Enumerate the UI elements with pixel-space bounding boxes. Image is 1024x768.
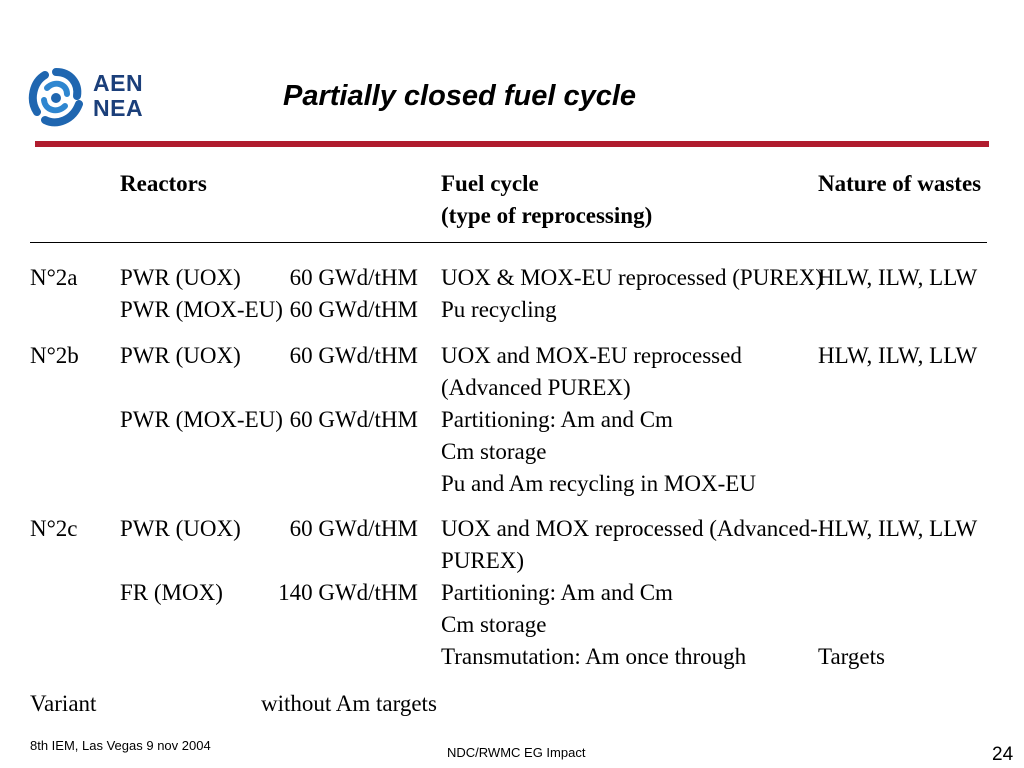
wastes-cell: HLW, ILW, LLW	[818, 343, 978, 368]
fuel-cycle-cell: UOX and MOX-EU reprocessed	[441, 343, 742, 368]
fuel-cycle-cell: Transmutation: Am once through	[441, 644, 747, 669]
fuel-cycle-cell: PUREX)	[441, 548, 525, 573]
wastes-cell: HLW, ILW, LLW	[818, 516, 978, 541]
reactor-cell: PWR (MOX-EU)	[120, 407, 283, 432]
wastes-cell: Targets	[818, 644, 885, 669]
reactor-cell: PWR (UOX)	[120, 265, 241, 290]
page-number: 24	[992, 744, 1014, 765]
nea-logo	[27, 64, 157, 134]
footer-event: 8th IEM, Las Vegas 9 nov 2004	[30, 738, 211, 753]
burnup-cell: 60 GWd/tHM	[289, 265, 418, 290]
header-fuel-cycle: Fuel cycle	[441, 171, 539, 196]
fuel-cycle-cell: Pu and Am recycling in MOX-EU	[441, 471, 756, 496]
variant-text: without Am targets	[261, 691, 437, 716]
fuel-cycle-cell: UOX & MOX-EU reprocessed (PUREX)	[441, 265, 823, 290]
logo-text-aen: AEN	[93, 70, 144, 96]
header-wastes: Nature of wastes	[818, 171, 982, 196]
burnup-cell: 140 GWd/tHM	[278, 580, 418, 605]
fuel-cycle-cell: Pu recycling	[441, 297, 557, 322]
wastes-cell: HLW, ILW, LLW	[818, 265, 978, 290]
row-id: N°2c	[30, 516, 78, 541]
reactor-cell: FR (MOX)	[120, 580, 223, 605]
header-fuel-cycle-sub: (type of reprocessing)	[441, 203, 653, 228]
header-reactors: Reactors	[120, 171, 207, 196]
reactor-cell: PWR (MOX-EU)	[120, 297, 283, 322]
nea-emblem-icon	[27, 66, 85, 130]
fuel-cycle-cell: Partitioning: Am and Cm	[441, 407, 673, 432]
fuel-cycle-cell: (Advanced PUREX)	[441, 375, 631, 400]
header-rule	[30, 242, 987, 243]
burnup-cell: 60 GWd/tHM	[289, 297, 418, 322]
variant-label: Variant	[30, 691, 97, 716]
reactor-cell: PWR (UOX)	[120, 516, 241, 541]
fuel-cycle-cell: UOX and MOX reprocessed (Advanced-	[441, 516, 818, 541]
logo-text-nea: NEA	[93, 95, 144, 121]
footer-group: NDC/RWMC EG Impact	[447, 745, 586, 760]
page-title: Partially closed fuel cycle	[283, 80, 637, 112]
fuel-cycle-cell: Cm storage	[441, 612, 547, 637]
fuel-cycle-cell: Partitioning: Am and Cm	[441, 580, 673, 605]
reactor-cell: PWR (UOX)	[120, 343, 241, 368]
row-id: N°2b	[30, 343, 79, 368]
row-id: N°2a	[30, 265, 78, 290]
burnup-cell: 60 GWd/tHM	[289, 407, 418, 432]
title-divider	[35, 141, 989, 147]
burnup-cell: 60 GWd/tHM	[289, 516, 418, 541]
fuel-cycle-cell: Cm storage	[441, 439, 547, 464]
burnup-cell: 60 GWd/tHM	[289, 343, 418, 368]
